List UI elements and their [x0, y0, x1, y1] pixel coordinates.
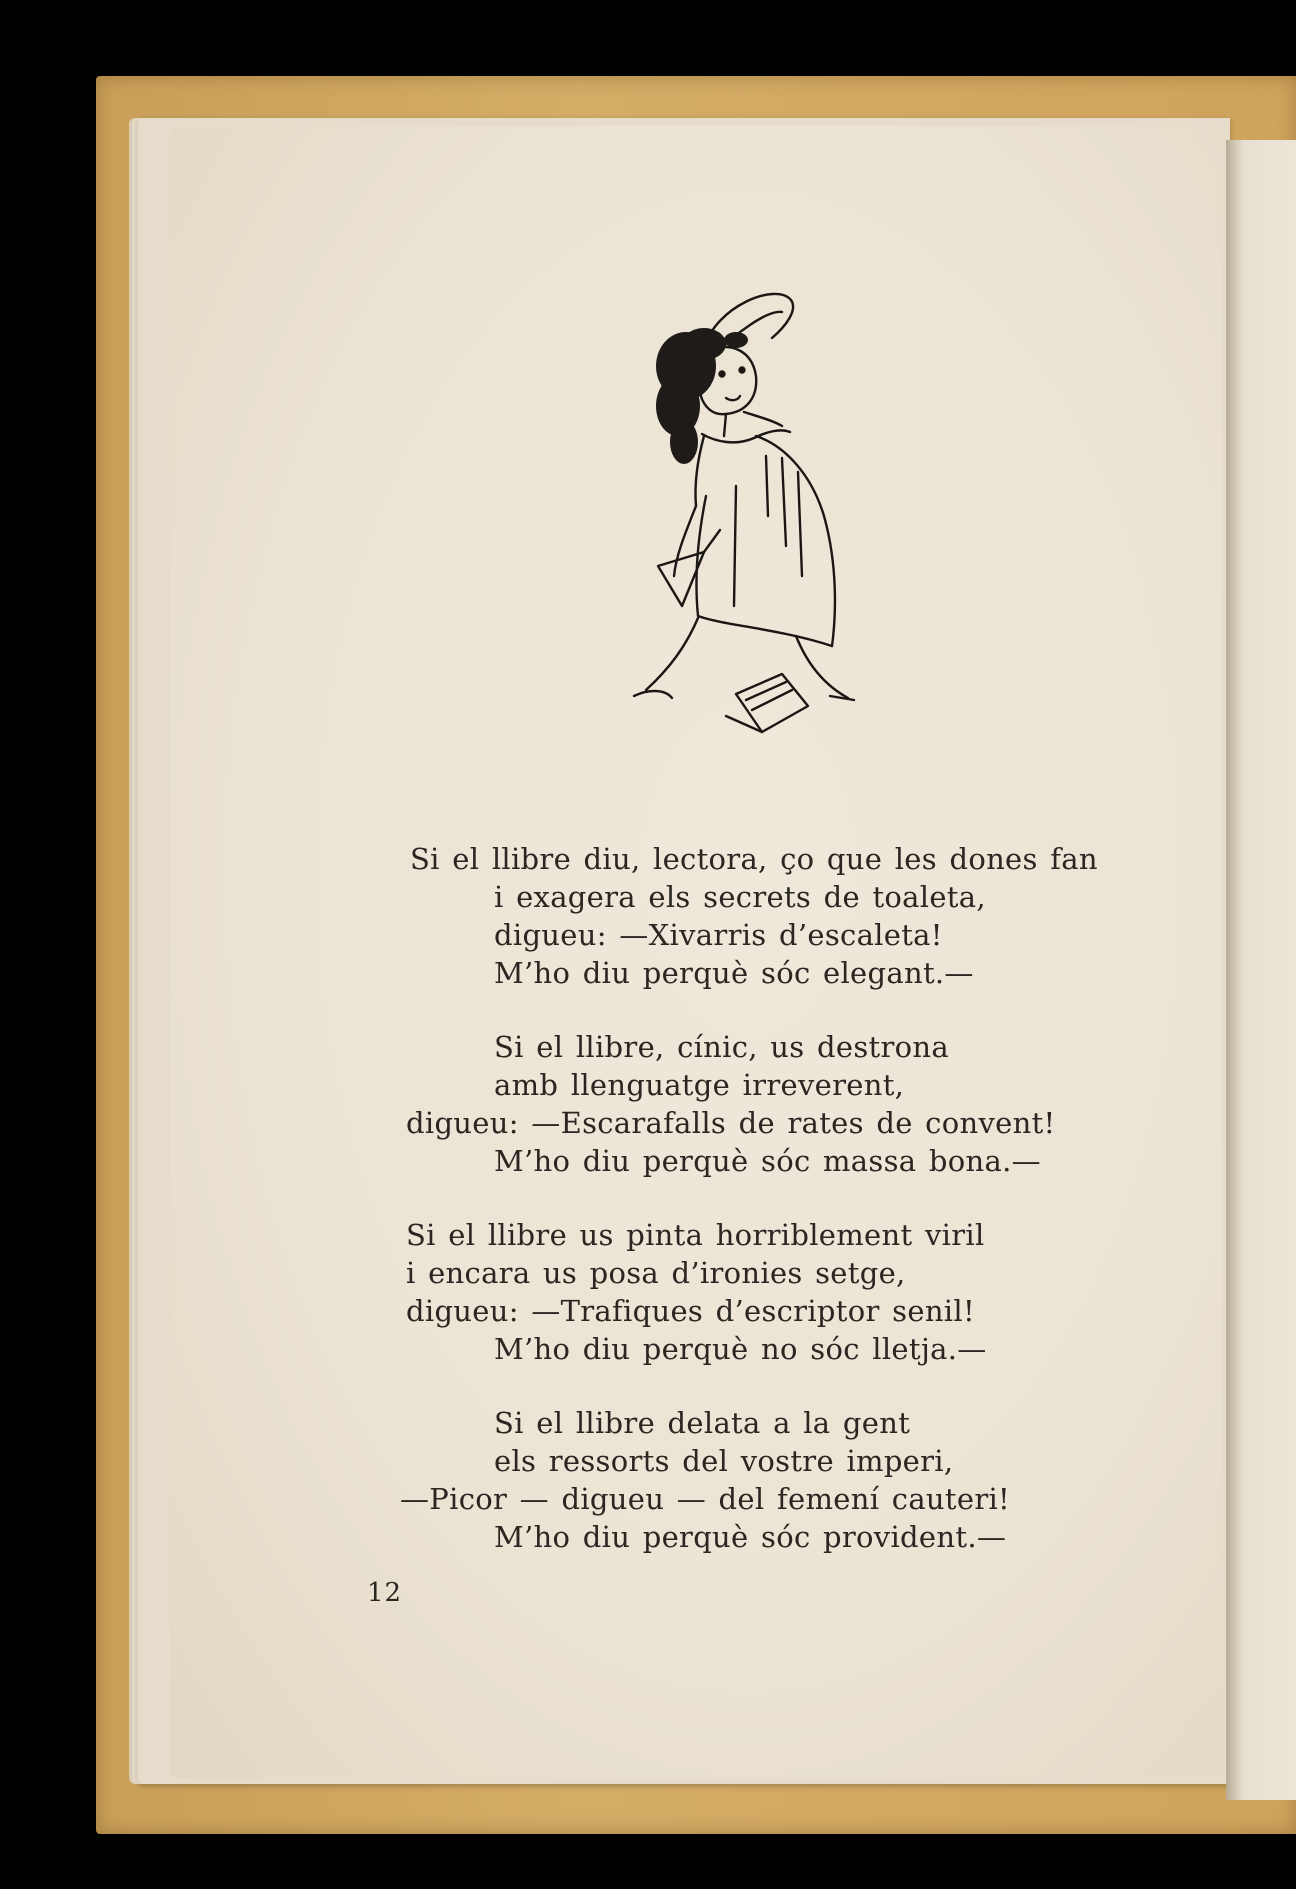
poem-line: —Picor — digueu — del femení cauteri!	[400, 1482, 1011, 1516]
poem-line: digueu: —Escarafalls de rates de convent!	[406, 1106, 1056, 1140]
poem-line: M’ho diu perquè sóc massa bona.—	[494, 1144, 1041, 1178]
poem-line: i exagera els secrets de toaleta,	[494, 880, 986, 914]
poem-line: digueu: —Trafiques d’escriptor senil!	[406, 1294, 975, 1328]
poem-line: M’ho diu perquè sóc provident.—	[494, 1520, 1007, 1554]
poem-line: i encara us posa d’ironies setge,	[406, 1256, 906, 1290]
poem-line: amb llenguatge irreverent,	[494, 1068, 905, 1102]
poem-line: els ressorts del vostre imperi,	[494, 1444, 954, 1478]
poem-line: Si el llibre us pinta horriblement viril	[406, 1218, 985, 1252]
facing-page-edge	[1226, 140, 1296, 1800]
woman-illustration	[586, 286, 860, 786]
poem-line: Si el llibre, cínic, us destrona	[494, 1030, 949, 1064]
poem-line: digueu: —Xivarris d’escaleta!	[494, 918, 943, 952]
poem-line: Si el llibre diu, lectora, ço que les dones fan	[410, 842, 1098, 876]
poem-line: Si el llibre delata a la gent	[494, 1406, 911, 1440]
poem-line: M’ho diu perquè no sóc lletja.—	[494, 1332, 987, 1366]
poem-line: M’ho diu perquè sóc elegant.—	[494, 956, 974, 990]
page-number: 12	[367, 1578, 403, 1608]
